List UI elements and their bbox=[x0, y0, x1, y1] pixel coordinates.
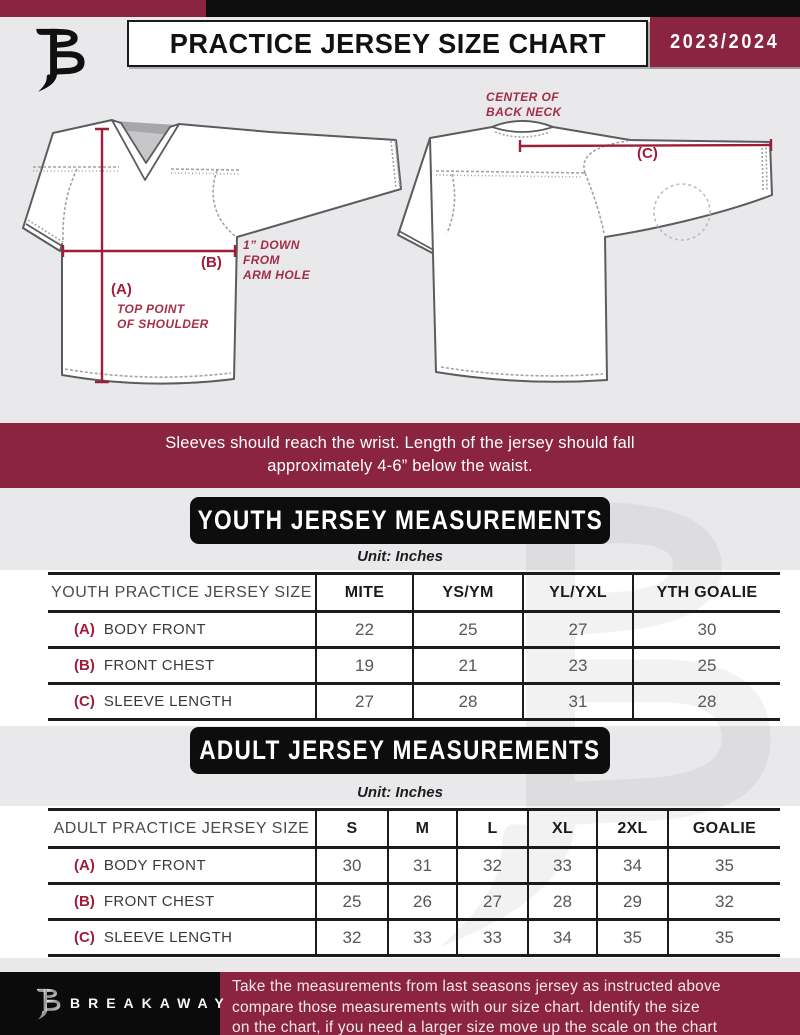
measurement-value: 28 bbox=[633, 684, 780, 720]
row-label-cell bbox=[48, 920, 316, 956]
column-header: YOUTH PRACTICE JERSEY SIZE bbox=[48, 574, 316, 612]
label-a-caption: TOP POINT OF SHOULDER bbox=[117, 302, 209, 331]
row-label: SLEEVE LENGTH bbox=[103, 693, 233, 710]
column-header: S bbox=[316, 810, 388, 848]
measurement-value: 32 bbox=[457, 848, 528, 884]
measurement-value: 31 bbox=[523, 684, 633, 720]
measurement-value: 33 bbox=[388, 920, 457, 956]
measurement-value: 35 bbox=[597, 920, 668, 956]
table-row bbox=[48, 848, 780, 884]
table-row bbox=[48, 648, 780, 684]
youth-section-title: YOUTH JERSEY MEASUREMENTS bbox=[197, 505, 603, 535]
page-title: PRACTICE JERSEY SIZE CHART bbox=[169, 27, 606, 59]
adult-measurements-table bbox=[48, 808, 780, 957]
measurement-value: 25 bbox=[633, 648, 780, 684]
measurement-value: 27 bbox=[457, 884, 528, 920]
adult-section-title: ADULT JERSEY MEASUREMENTS bbox=[199, 735, 601, 765]
measurement-value: 30 bbox=[633, 612, 780, 648]
table-row bbox=[48, 684, 780, 720]
measurement-value: 19 bbox=[316, 648, 413, 684]
measurement-value: 26 bbox=[388, 884, 457, 920]
measurement-value: 22 bbox=[316, 612, 413, 648]
label-c-key: (C) bbox=[637, 145, 658, 162]
row-label: FRONT CHEST bbox=[103, 893, 215, 910]
row-label-cell bbox=[48, 648, 316, 684]
season-label: 2023/2024 bbox=[670, 30, 780, 53]
row-key: (C) bbox=[74, 693, 95, 710]
table-header-row bbox=[48, 810, 780, 848]
table-header-row bbox=[48, 574, 780, 612]
youth-unit-label: Unit: Inches bbox=[357, 548, 443, 565]
row-key: (A) bbox=[74, 621, 95, 638]
jersey-diagrams bbox=[0, 70, 800, 425]
measurement-value: 25 bbox=[316, 884, 388, 920]
measurement-value: 32 bbox=[668, 884, 780, 920]
row-label-cell bbox=[48, 884, 316, 920]
measurement-value: 31 bbox=[388, 848, 457, 884]
header-top-strip-black bbox=[206, 0, 800, 17]
row-label-cell bbox=[48, 848, 316, 884]
instruction-line-1: Sleeves should reach the wrist. Length of the jersey should fall bbox=[165, 434, 635, 452]
row-label-cell bbox=[48, 684, 316, 720]
back-jersey-illustration bbox=[398, 121, 772, 382]
table-row bbox=[48, 612, 780, 648]
row-key: (B) bbox=[74, 657, 95, 674]
youth-section-banner bbox=[190, 497, 610, 544]
measurement-value: 34 bbox=[597, 848, 668, 884]
measurement-value: 34 bbox=[528, 920, 597, 956]
instruction-line-2: approximately 4-6” below the waist. bbox=[267, 457, 533, 475]
footer-line-3: on the chart, if you need a larger size move up the scale on the chart bbox=[232, 1019, 718, 1035]
column-header: MITE bbox=[316, 574, 413, 612]
column-header: GOALIE bbox=[668, 810, 780, 848]
page-title-box bbox=[127, 20, 648, 67]
column-header: L bbox=[457, 810, 528, 848]
measurement-value: 27 bbox=[316, 684, 413, 720]
adult-unit-label: Unit: Inches bbox=[357, 784, 443, 801]
measurement-value: 25 bbox=[413, 612, 523, 648]
table-row bbox=[48, 884, 780, 920]
measurement-value: 30 bbox=[316, 848, 388, 884]
row-label: SLEEVE LENGTH bbox=[103, 929, 233, 946]
season-badge bbox=[650, 17, 800, 67]
header-top-strip-maroon bbox=[0, 0, 206, 17]
row-label-cell bbox=[48, 612, 316, 648]
measurement-value: 33 bbox=[528, 848, 597, 884]
measurement-value: 32 bbox=[316, 920, 388, 956]
measurement-value: 28 bbox=[413, 684, 523, 720]
instruction-banner bbox=[0, 423, 800, 488]
measurement-value: 33 bbox=[457, 920, 528, 956]
label-a-key: (A) bbox=[111, 281, 132, 298]
adult-section-banner bbox=[190, 727, 610, 774]
label-b-caption: 1” DOWN FROM ARM HOLE bbox=[243, 238, 311, 282]
measurement-value: 35 bbox=[668, 848, 780, 884]
column-header: YS/YM bbox=[413, 574, 523, 612]
row-key: (A) bbox=[74, 857, 95, 874]
footer-line-2: compare those measurements with our size chart. Identify the size bbox=[232, 998, 700, 1016]
breakaway-footer-logo-icon bbox=[32, 986, 62, 1021]
measurement-value: 21 bbox=[413, 648, 523, 684]
youth-measurements-table bbox=[48, 572, 780, 721]
label-b-key: (B) bbox=[201, 254, 222, 271]
measurement-value: 29 bbox=[597, 884, 668, 920]
measurement-value: 28 bbox=[528, 884, 597, 920]
measurement-value: 23 bbox=[523, 648, 633, 684]
label-c-caption: CENTER OF BACK NECK bbox=[486, 90, 562, 119]
measurement-value: 35 bbox=[668, 920, 780, 956]
column-header: YTH GOALIE bbox=[633, 574, 780, 612]
row-key: (B) bbox=[74, 893, 95, 910]
row-label: BODY FRONT bbox=[103, 621, 206, 638]
row-label: BODY FRONT bbox=[103, 857, 206, 874]
row-label: FRONT CHEST bbox=[103, 657, 215, 674]
footer-line-1: Take the measurements from last seasons jersey as instructed above bbox=[232, 978, 721, 995]
table-row bbox=[48, 920, 780, 956]
footer-instructions bbox=[232, 977, 792, 1035]
measurement-value: 27 bbox=[523, 612, 633, 648]
column-header: YL/YXL bbox=[523, 574, 633, 612]
column-header: XL bbox=[528, 810, 597, 848]
row-key: (C) bbox=[74, 929, 95, 946]
footer-brand-name: BREAKAWAY bbox=[70, 995, 232, 1011]
column-header: ADULT PRACTICE JERSEY SIZE bbox=[48, 810, 316, 848]
column-header: M bbox=[388, 810, 457, 848]
column-header: 2XL bbox=[597, 810, 668, 848]
